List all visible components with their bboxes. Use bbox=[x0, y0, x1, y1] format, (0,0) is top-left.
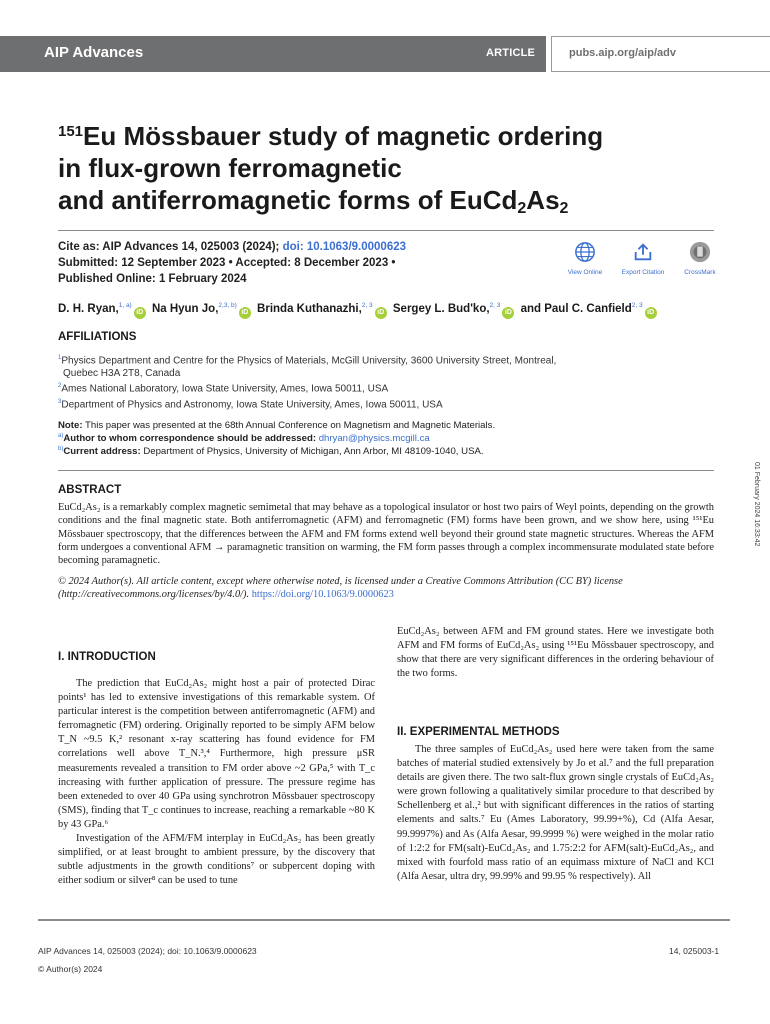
divider bbox=[58, 230, 714, 231]
experimental-text: The three samples of EuCd₂As₂ used here were taken from the same batches of material studied extensively by Jo et al.⁷ and the full preparation details are given there. The two salt-flux grown single crystals of EuCd₂As₂ were grown following a qualitatively similar procedure to that described by Schellenberg et al.,² but with significant differences in the ratios of starting elements and salts.⁷ Eu (Ames Laboratory, 99.99+%), Cd (Alfa Aesar, 99.9997%) and As (Alfa Aesar, 99.9999 %) were weighed in the molar ratio of 1:2:2 for FM(salt)-EuCd₂As₂ and 1.75:2:2 for AFM(salt)-EuCd₂As₂, and mixed with fourfold mass ratio of an equimass mixture of NaCl and KCl (Alfa Aesar, ultra dry, 99.99% and 99.95 % respectively). All bbox=[397, 744, 714, 882]
submission-dates: Submitted: 12 September 2023 • Accepted: 8 December 2023 • bbox=[58, 257, 396, 269]
download-timestamp: 01 February 2024 16:33:42 bbox=[753, 462, 760, 547]
journal-url[interactable]: pubs.aip.org/aip/adv bbox=[569, 47, 676, 59]
footer-citation: AIP Advances 14, 025003 (2024); doi: 10.1063/9.0000623 bbox=[38, 946, 257, 956]
presentation-note: Note: This paper was presented at the 68th Annual Conference on Magnetism and Magnetic Materials. bbox=[58, 420, 496, 431]
abstract-heading: ABSTRACT bbox=[58, 484, 122, 496]
export-citation-label: Export Citation bbox=[621, 269, 665, 276]
author-name[interactable]: Na Hyun Jo, bbox=[151, 302, 219, 315]
orcid-icon[interactable]: iD bbox=[375, 307, 387, 319]
export-icon bbox=[632, 241, 654, 263]
globe-icon bbox=[574, 241, 596, 263]
license-doi-link[interactable]: https://doi.org/10.1063/9.0000623 bbox=[251, 589, 394, 601]
orcid-icon[interactable]: iD bbox=[239, 307, 251, 319]
footer-copyright: © Author(s) 2024 bbox=[38, 964, 103, 974]
author-name[interactable]: Brinda Kuthanazhi, bbox=[257, 302, 362, 315]
page-number: 14, 025003-1 bbox=[669, 946, 720, 956]
intro-paragraph: The prediction that EuCd₂As₂ might host a pair of protected Dirac points¹ has led to extensive investigations of this remarkable system. Of particular interest is the competition between antiferromagnetic (AFM) and ferromagnetic (FM) ordering. Originally reported to be simply AFM below T_N ~9.5 K,² resonant x-ray scattering has found evidence for FM correlations well above T_N.³,⁴ Furthermore, high pressure μSR measurements revealed a transition to FM order above ~2 GPa,⁵ with T_c increasing with further application of pressure. The pressure regime has been exteneded to over 40 GPa using synchrotron Mössbauer spectroscopy (SMS), finding that T_c continues to increase, reaching a remarkable ~80 K by 43 GPa.⁶ bbox=[58, 678, 375, 830]
email-link[interactable]: dhryan@physics.mcgill.ca bbox=[318, 433, 430, 445]
orcid-icon[interactable]: iD bbox=[645, 307, 657, 319]
affiliation-item: $^1$Physics Department and Centre for the Physics of Materials, McGill University, 3600 University Street, Montreal, Quebec H3A 2T8, Canada bbox=[58, 355, 557, 380]
published-date: Published Online: 1 February 2024 bbox=[58, 273, 247, 285]
license-text: © 2024 Author(s). All article content, except where otherwise noted, is licensed under a Creative Commons Attribution (CC BY) license (http://creativecommons.org/licenses/by/4.0/). https://doi.org/10.1063/9.0000623 bbox=[58, 576, 623, 601]
orcid-icon[interactable]: iD bbox=[502, 307, 514, 319]
cite-as: Cite as: AIP Advances 14, 025003 (2024); doi: 10.1063/9.0000623 bbox=[58, 241, 407, 253]
export-citation-button[interactable] bbox=[613, 241, 673, 276]
view-online-button[interactable] bbox=[555, 241, 615, 276]
affiliations-heading: AFFILIATIONS bbox=[58, 331, 137, 343]
abstract-text: EuCd₂As₂ is a remarkably complex magnetic semimetal that may behave as a topological insulator or host two pairs of Weyl points, depending on the growth conditions and the final magnetic state. Both antiferromagnetic (AFM) and ferromagnetic (FM) forms have been grown, and we show here, using ¹⁵¹Eu Mössbauer spectroscopy, that the differences between the AFM and FM forms extend well beyond their ground state magnetic structures. Whereas the AFM form undergoes a conventional AFM → paramagnetic transition on warming, the FM form passes through a complex incommensurate modulated state before becoming paramagnetic. bbox=[58, 502, 714, 567]
author-list: D. H. Ryan,$^{1, a)}$iD Na Hyun Jo,$^{2,3, b)}$iD Brinda Kuthanazhi,$^{2, 3}$iD Sergey L. Bud'ko,$^{2, 3}$iD and Paul C. Canfield$^{2, 3}$iD bbox=[58, 302, 660, 319]
article-type-tag: ARTICLE bbox=[486, 47, 536, 59]
correspondence-note: $^{a)}$Author to whom correspondence should be addressed: dhryan@physics.mcgill.ca bbox=[58, 433, 430, 445]
author-name[interactable]: D. H. Ryan, bbox=[58, 302, 119, 315]
crossmark-label: CrossMark bbox=[684, 269, 716, 276]
introduction-heading: I. INTRODUCTION bbox=[58, 651, 156, 663]
orcid-icon[interactable]: iD bbox=[134, 307, 146, 319]
crossmark-button[interactable] bbox=[670, 241, 730, 276]
author-name[interactable]: Sergey L. Bud'ko, bbox=[392, 302, 490, 315]
crossmark-icon bbox=[689, 241, 711, 263]
doi-link[interactable]: doi: 10.1063/9.0000623 bbox=[282, 241, 407, 253]
affiliation-item: $^3$Department of Physics and Astronomy, Iowa State University, Ames, Iowa 50011, USA bbox=[58, 399, 443, 411]
divider bbox=[58, 470, 714, 471]
introduction-text bbox=[58, 677, 375, 888]
footer-divider bbox=[38, 919, 730, 921]
view-online-label: View Online bbox=[567, 269, 603, 276]
author-name[interactable]: and Paul C. Canfield bbox=[520, 302, 632, 315]
intro-paragraph: Investigation of the AFM/FM interplay in EuCd₂As₂ has been greatly simplified, or at least brought to ambient pressure, by the discovery that subtle adjustments in the growth conditions⁷ or subpercent doping with either sodium or silver⁸ can be used to tune bbox=[58, 833, 375, 887]
journal-brand[interactable]: AIP Advances bbox=[44, 44, 144, 61]
introduction-continued: EuCd₂As₂ between AFM and FM ground states. Here we investigate both AFM and FM forms of EuCd₂As₂ using ¹⁵¹Eu Mössbauer spectroscopy, and show that there are very significant differences in the ordering behaviour of the two forms. bbox=[397, 626, 714, 680]
experimental-heading: II. EXPERIMENTAL METHODS bbox=[397, 726, 560, 738]
paper-title: $^{151}$Eu Mössbauer study of magnetic ordering in flux-grown ferromagnetic and antiferromagnetic forms of $EuCd_2As_2$ bbox=[58, 121, 604, 217]
current-address-note: $^{b)}$Current address: Department of Physics, University of Michigan, Ann Arbor, MI 48109-1040, USA. bbox=[58, 446, 484, 458]
affiliation-item: $^2$Ames National Laboratory, Iowa State University, Ames, Iowa 50011, USA bbox=[58, 383, 389, 395]
